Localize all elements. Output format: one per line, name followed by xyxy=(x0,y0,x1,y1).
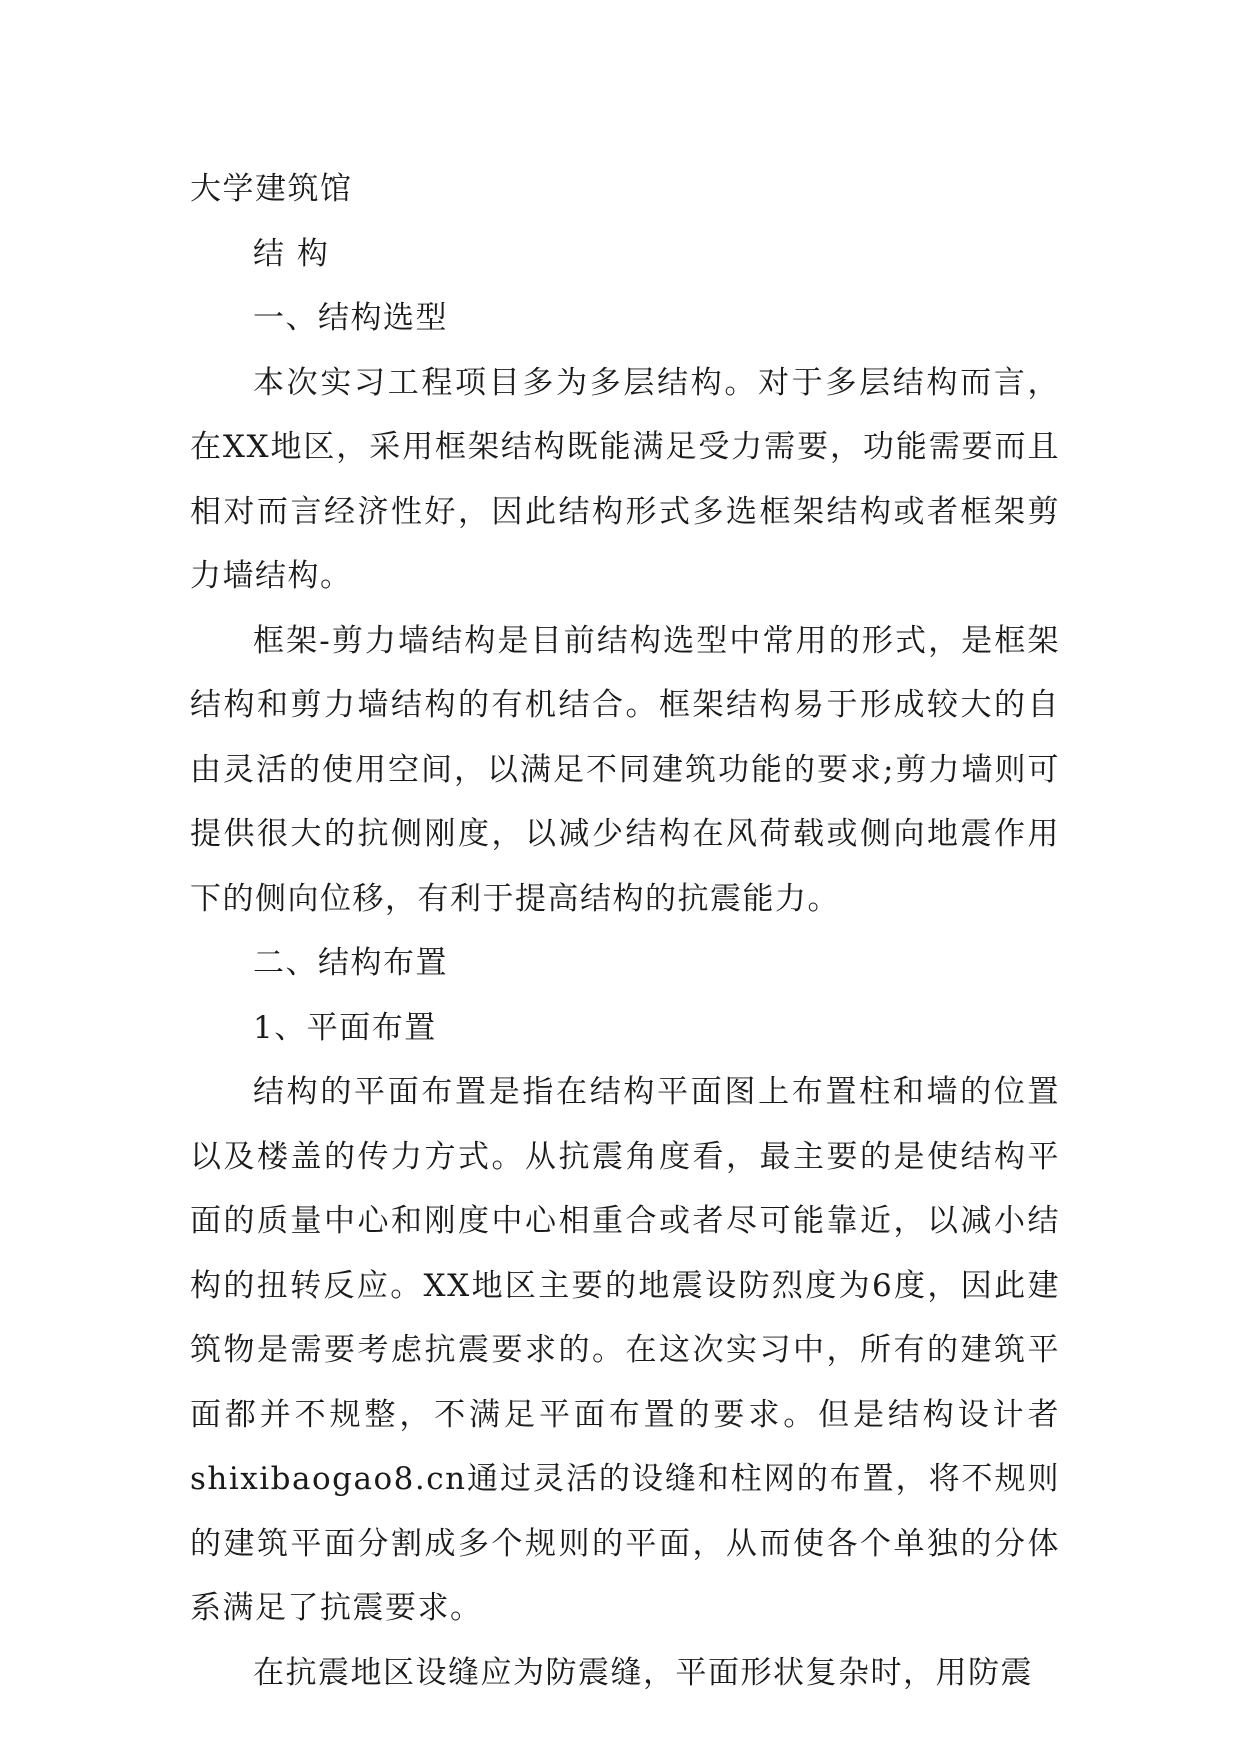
document-header: 大学建筑馆 xyxy=(190,171,353,207)
heading-structure-layout: 二、结构布置 xyxy=(253,945,448,981)
paragraph-frame-shear-wall: 框架-剪力墙结构是目前结构选型中常用的形式，是框架结构和剪力墙结构的有机结合。框架结构易于形成较大的自由灵活的使用空间，以满足不同建筑功能的要求;剪力墙则可提供很大的抗侧刚度，以减少结构在风荷载或侧向地震作用下的侧向位移，有利于提高结构的抗震能力。 xyxy=(190,622,1060,917)
section-title: 结 构 xyxy=(253,235,330,272)
heading-plan-layout: 1、平面布置 xyxy=(253,1009,437,1046)
paragraph-seismic-joint: 在抗震地区设缝应为防震缝，平面形状复杂时，用防震 xyxy=(253,1654,1033,1691)
document-body xyxy=(190,157,1060,1705)
paragraph-structure-selection: 本次实习工程项目多为多层结构。对于多层结构而言，在XX地区，采用框架结构既能满足受力需要，功能需要而且相对而言经济性好，因此结构形式多选框架结构或者框架剪力墙结构。 xyxy=(190,364,1060,594)
paragraph-plan-layout: 结构的平面布置是指在结构平面图上布置柱和墙的位置以及楼盖的传力方式。从抗震角度看，最主要的是使结构平面的质量中心和刚度中心相重合或者尽可能靠近，以减小结构的扭转反应。XX地区主要的地震设防烈度为6度，因此建筑物是需要考虑抗震要求的。在这次实习中，所有的建筑平面都并不规整，不满足平面布置的要求。但是结构设计者shixibaogao8.cn通过灵活的设缝和柱网的布置，将不规则的建筑平面分割成多个规则的平面，从而使各个单独的分体系满足了抗震要求。 xyxy=(190,1074,1060,1626)
heading-structure-selection: 一、结构选型 xyxy=(253,300,448,336)
